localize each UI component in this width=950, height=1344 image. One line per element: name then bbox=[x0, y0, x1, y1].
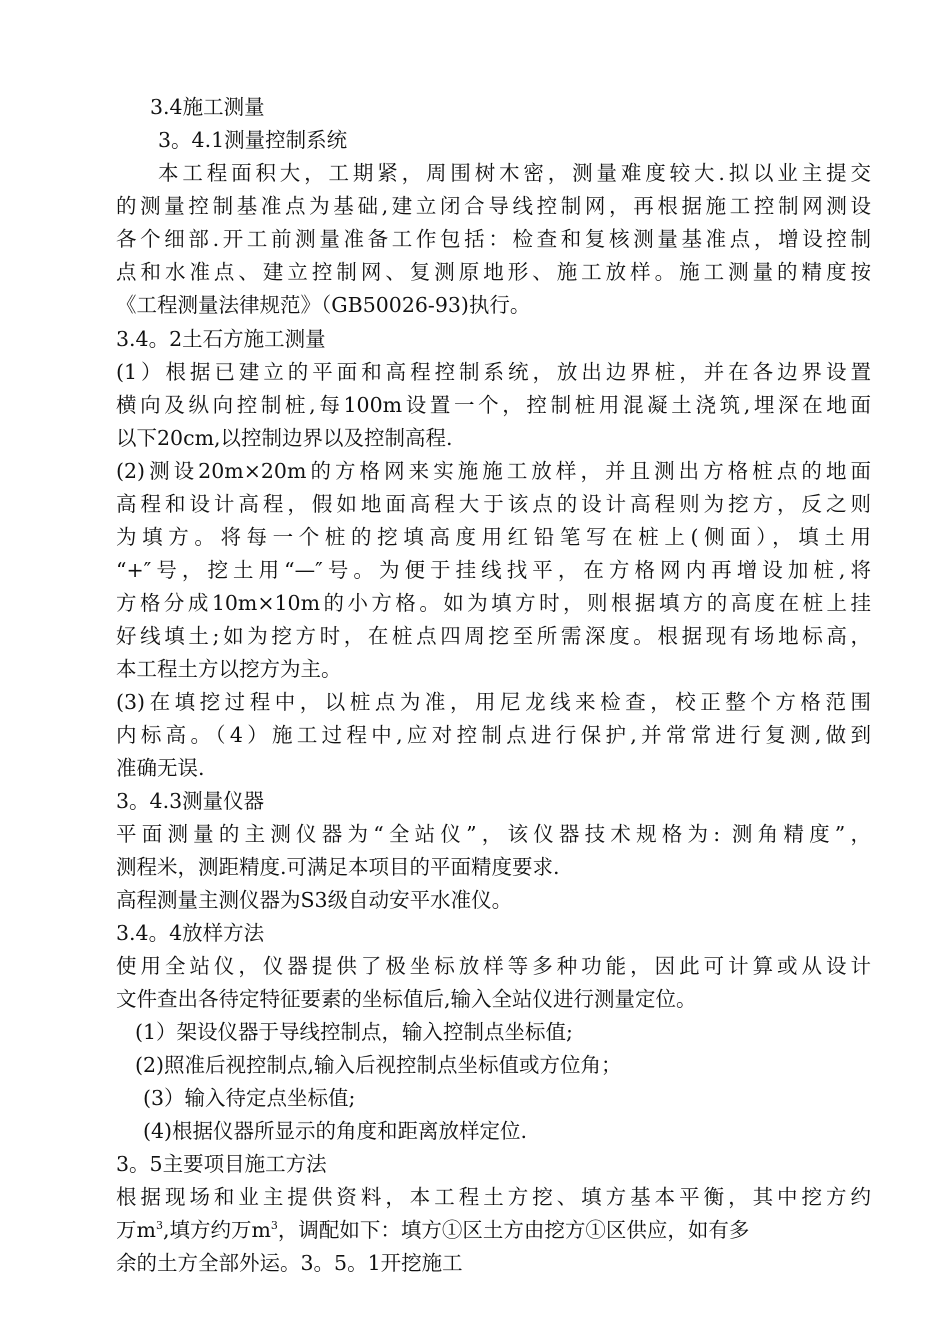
paragraph-line: 点和水准点、建立控制网、复测原地形、施工放样。施工测量的精度按 bbox=[116, 260, 871, 284]
paragraph-line: 为填方。将每一个桩的挖填高度用红铅笔写在桩上(侧面），填土用 bbox=[116, 525, 871, 549]
list-item: (4)根据仪器所显示的角度和距离放样定位. bbox=[143, 1119, 528, 1143]
text-fragment: 万m bbox=[116, 1218, 156, 1242]
paragraph-line bbox=[116, 1215, 871, 1245]
paragraph-line: 的测量控制基准点为基础,建立闭合导线控制网，再根据施工控制网测设 bbox=[116, 194, 871, 218]
paragraph-line: (2)测设20m×20m的方格网来实施施工放样，并且测出方格桩点的地面 bbox=[116, 459, 871, 483]
superscript: 3 bbox=[270, 1219, 278, 1232]
list-item: (3）输入待定点坐标值; bbox=[143, 1086, 356, 1110]
paragraph-line: 方格分成10m×10m的小方格。如为填方时，则根据填方的高度在桩上挂 bbox=[116, 591, 871, 615]
paragraph-line: 根据现场和业主提供资料，本工程土方挖、填方基本平衡，其中挖方约 bbox=[116, 1185, 871, 1209]
paragraph-line: 本工程土方以挖方为主。 bbox=[116, 657, 342, 681]
section-heading-3-4: 3.4施工测量 bbox=[150, 95, 265, 119]
superscript: 3 bbox=[155, 1219, 163, 1232]
paragraph-line: 横向及纵向控制桩,每100m设置一个，控制桩用混凝土浇筑,埋深在地面 bbox=[116, 393, 871, 417]
paragraph-line: 《工程测量法律规范》（GB50026-93)执行。 bbox=[116, 293, 531, 317]
paragraph-line: 高程测量主测仪器为S3级自动安平水准仪。 bbox=[116, 888, 513, 912]
subsection-heading-3-4-2: 3.4。2土石方施工测量 bbox=[116, 327, 326, 351]
paragraph-line: 平面测量的主测仪器为“全站仪”，该仪器技术规格为: 测角精度”， bbox=[116, 822, 871, 846]
text-fragment: ，调配如下：填方①区土方由挖方①区供应，如有多 bbox=[277, 1218, 750, 1242]
paragraph-line: 余的土方全部外运。3。5。1开挖施工 bbox=[116, 1251, 463, 1275]
paragraph-line: 准确无误. bbox=[116, 756, 205, 780]
paragraph-line: 文件查出各待定特征要素的坐标值后,输入全站仪进行测量定位。 bbox=[116, 987, 697, 1011]
text-fragment: ,填方约万m bbox=[162, 1218, 271, 1242]
subsection-heading-3-4-1: 3。4.1测量控制系统 bbox=[158, 128, 348, 152]
paragraph-line: “+″号，挖土用“—″号。为便于挂线找平，在方格网内再增设加桩,将 bbox=[116, 558, 871, 582]
paragraph-line: 以下20cm,以控制边界以及控制高程. bbox=[116, 426, 453, 450]
paragraph-line: 使用全站仪，仪器提供了极坐标放样等多种功能，因此可计算或从设计 bbox=[116, 954, 871, 978]
paragraph-line: 内标高。（4）施工过程中,应对控制点进行保护,并常常进行复测,做到 bbox=[116, 723, 871, 747]
list-item: (1）架设仪器于导线控制点，输入控制点坐标值; bbox=[135, 1020, 573, 1044]
paragraph-line: 测程米，测距精度.可满足本项目的平面精度要求. bbox=[116, 855, 560, 879]
list-item: (2)照准后视控制点,输入后视控制点坐标值或方位角； bbox=[135, 1053, 622, 1077]
section-heading-3-5: 3。5主要项目施工方法 bbox=[116, 1152, 327, 1176]
paragraph-line: (1）根据已建立的平面和高程控制系统，放出边界桩，并在各边界设置 bbox=[116, 360, 871, 384]
paragraph-line: 各个细部.开工前测量准备工作包括：检查和复核测量基准点，增设控制 bbox=[116, 227, 871, 251]
paragraph-line: 好线填土;如为挖方时，在桩点四周挖至所需深度。根据现有场地标高， bbox=[116, 624, 871, 648]
paragraph-line: (3)在填挖过程中，以桩点为准，用尼龙线来检查，校正整个方格范围 bbox=[116, 690, 871, 714]
subsection-heading-3-4-4: 3.4。4放样方法 bbox=[116, 921, 265, 945]
paragraph-line: 本工程面积大，工期紧，周围树木密，测量难度较大.拟以业主提交 bbox=[158, 161, 871, 185]
paragraph-line: 高程和设计高程，假如地面高程大于该点的设计高程则为挖方，反之则 bbox=[116, 492, 871, 516]
subsection-heading-3-4-3: 3。4.3测量仪器 bbox=[116, 789, 265, 813]
